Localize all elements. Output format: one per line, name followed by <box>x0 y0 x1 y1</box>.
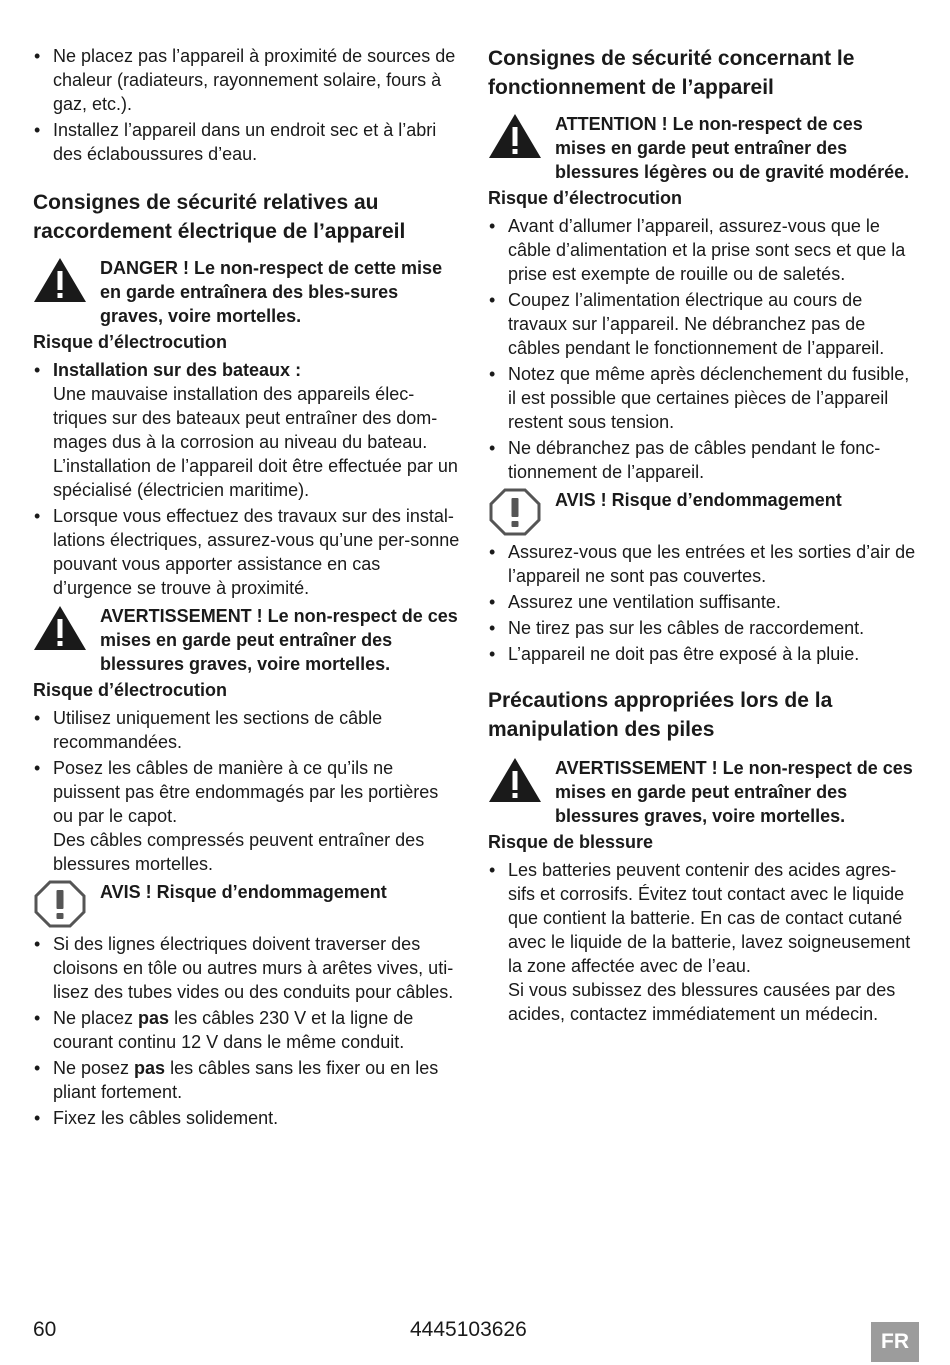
intro-list <box>33 44 463 166</box>
notice-text: AVIS ! Risque d’endommagement <box>100 882 387 902</box>
notice-octagon-icon <box>488 488 542 536</box>
danger-block <box>33 256 463 328</box>
electrocution-list <box>33 358 463 600</box>
notice-block <box>488 488 918 540</box>
list-item: • Ne placez pas l’appareil à proximité de sources de chaleur (radiateurs, rayonnement solaire, fours à gaz, etc.). <box>33 44 463 116</box>
risk-heading: Risque de blessure <box>488 832 654 852</box>
fix-pre: Ne posez <box>53 1058 135 1078</box>
notice-block <box>33 880 463 932</box>
list-item: • Ne tirez pas sur les câbles de raccordement. <box>488 616 918 640</box>
left-column <box>33 44 463 1132</box>
battery-list <box>488 858 918 1026</box>
warning-triangle-icon <box>33 604 87 652</box>
list-item <box>33 1006 463 1054</box>
warning-triangle-icon <box>33 256 87 304</box>
list-item <box>33 756 463 876</box>
list-item: • Assurez une ventilation suffisante. <box>488 590 918 614</box>
list-item: • Fixez les câbles solidement. <box>33 1106 463 1130</box>
attention-block <box>488 112 918 184</box>
operation-list <box>488 214 918 484</box>
battery-extra: Si vous subissez des blessures causées par des acides, contactez immédiatement un médecin. <box>508 980 896 1024</box>
list-item <box>33 1056 463 1104</box>
conduit-post: les câbles 230 V et la ligne de courant continu 12 V dans le même conduit. <box>53 1008 414 1052</box>
list-item: • Assurez-vous que les entrées et les sorties d’air de l’appareil ne sont pas couvertes. <box>488 540 918 588</box>
page-number: 60 <box>33 1318 57 1341</box>
notice-octagon-icon <box>33 880 87 928</box>
list-item: • Coupez l’alimentation électrique au cours de travaux sur l’appareil. Ne débranchez pas de câbles pendant le fonctionnement de l’appareil. <box>488 288 918 360</box>
warning-triangle-icon <box>488 112 542 160</box>
conduit-bold: pas <box>138 1008 170 1028</box>
boats-title: Installation sur des bateaux : <box>53 360 302 380</box>
cable-list <box>33 706 463 876</box>
warning-block <box>488 756 918 828</box>
warning-text: AVERTISSEMENT ! Le non-respect de ces mises en garde peut entraîner des blessures graves, voire mortelles. <box>100 606 458 674</box>
right-column <box>488 44 918 1028</box>
list-item: • Installez l’appareil dans un endroit sec et à l’abri des éclaboussures d’eau. <box>33 118 463 166</box>
list-item: • Lorsque vous effectuez des travaux sur des instal-lations électriques, assurez-vous qu’une per-sonne pouvant vous apporter assistance en cas d’urgence se trouve à proximité. <box>33 504 463 600</box>
fix-post: les câbles sans les fixer ou en les pliant fortement. <box>53 1058 439 1102</box>
damage-list <box>33 932 463 1130</box>
boats-body: Une mauvaise installation des appareils élec-triques sur des bateaux peut entraîner des dom-mages dus à la corrosion au niveau du bateau. L’installation de l’appareil doit être effectuée par un spécialisé (électricien maritime). <box>53 384 458 500</box>
list-item <box>33 358 463 502</box>
warning-triangle-icon <box>488 756 542 804</box>
warning-text: AVERTISSEMENT ! Le non-respect de ces mises en garde peut entraîner des blessures graves, voire mortelles. <box>555 758 913 826</box>
route-text: Posez les câbles de manière à ce qu’ils ne puissent pas être endommagés par les portières ou par le capot. <box>53 758 439 826</box>
document-number: 4445103626 <box>410 1318 527 1341</box>
route-extra: Des câbles compressés peuvent entraîner des blessures mortelles. <box>53 830 425 874</box>
list-item: • Notez que même après déclenchement du fusible, il est possible que certaines pièces de l’appareil restent sous tension. <box>488 362 918 434</box>
section-title-operation: Consignes de sécurité concernant le fonctionnement de l’appareil <box>488 47 855 99</box>
damage-list-right <box>488 540 918 666</box>
list-item: • Ne débranchez pas de câbles pendant le fonc-tionnement de l’appareil. <box>488 436 918 484</box>
battery-text: Les batteries peuvent contenir des acides agres-sifs et corrosifs. Évitez tout contact avec le liquide que contient la batterie. En cas de contact cutané avec le liquide de la batterie, lavez soigneusement la zone affectée avec de l’eau. <box>508 860 911 976</box>
section-title-batteries: Précautions appropriées lors de la manipulation des piles <box>488 689 833 741</box>
language-badge: FR <box>871 1322 919 1362</box>
list-item: • Utilisez uniquement les sections de câble recommandées. <box>33 706 463 754</box>
section-title-electrical: Consignes de sécurité relatives au raccordement électrique de l’appareil <box>33 191 406 243</box>
risk-heading: Risque d’électrocution <box>33 680 228 700</box>
danger-text: DANGER ! Le non-respect de cette mise en garde entraînera des bles-sures graves, voire mortelles. <box>100 258 443 326</box>
list-item <box>488 858 918 1026</box>
list-item: • Si des lignes électriques doivent traverser des cloisons en tôle ou autres murs à arêtes vives, uti-lisez des tubes vides ou des conduits pour câbles. <box>33 932 463 1004</box>
list-item: • Avant d’allumer l’appareil, assurez-vous que le câble d’alimentation et la prise sont secs et que la prise est exempte de rouille ou de saletés. <box>488 214 918 286</box>
risk-heading: Risque d’électrocution <box>33 332 228 352</box>
attention-text: ATTENTION ! Le non-respect de ces mises en garde peut entraîner des blessures légères ou de gravité modérée. <box>555 114 910 182</box>
notice-text: AVIS ! Risque d’endommagement <box>555 490 842 510</box>
warning-block <box>33 604 463 676</box>
fix-bold: pas <box>134 1058 166 1078</box>
list-item: • L’appareil ne doit pas être exposé à la pluie. <box>488 642 918 666</box>
risk-heading: Risque d’électrocution <box>488 188 683 208</box>
conduit-pre: Ne placez <box>53 1008 139 1028</box>
